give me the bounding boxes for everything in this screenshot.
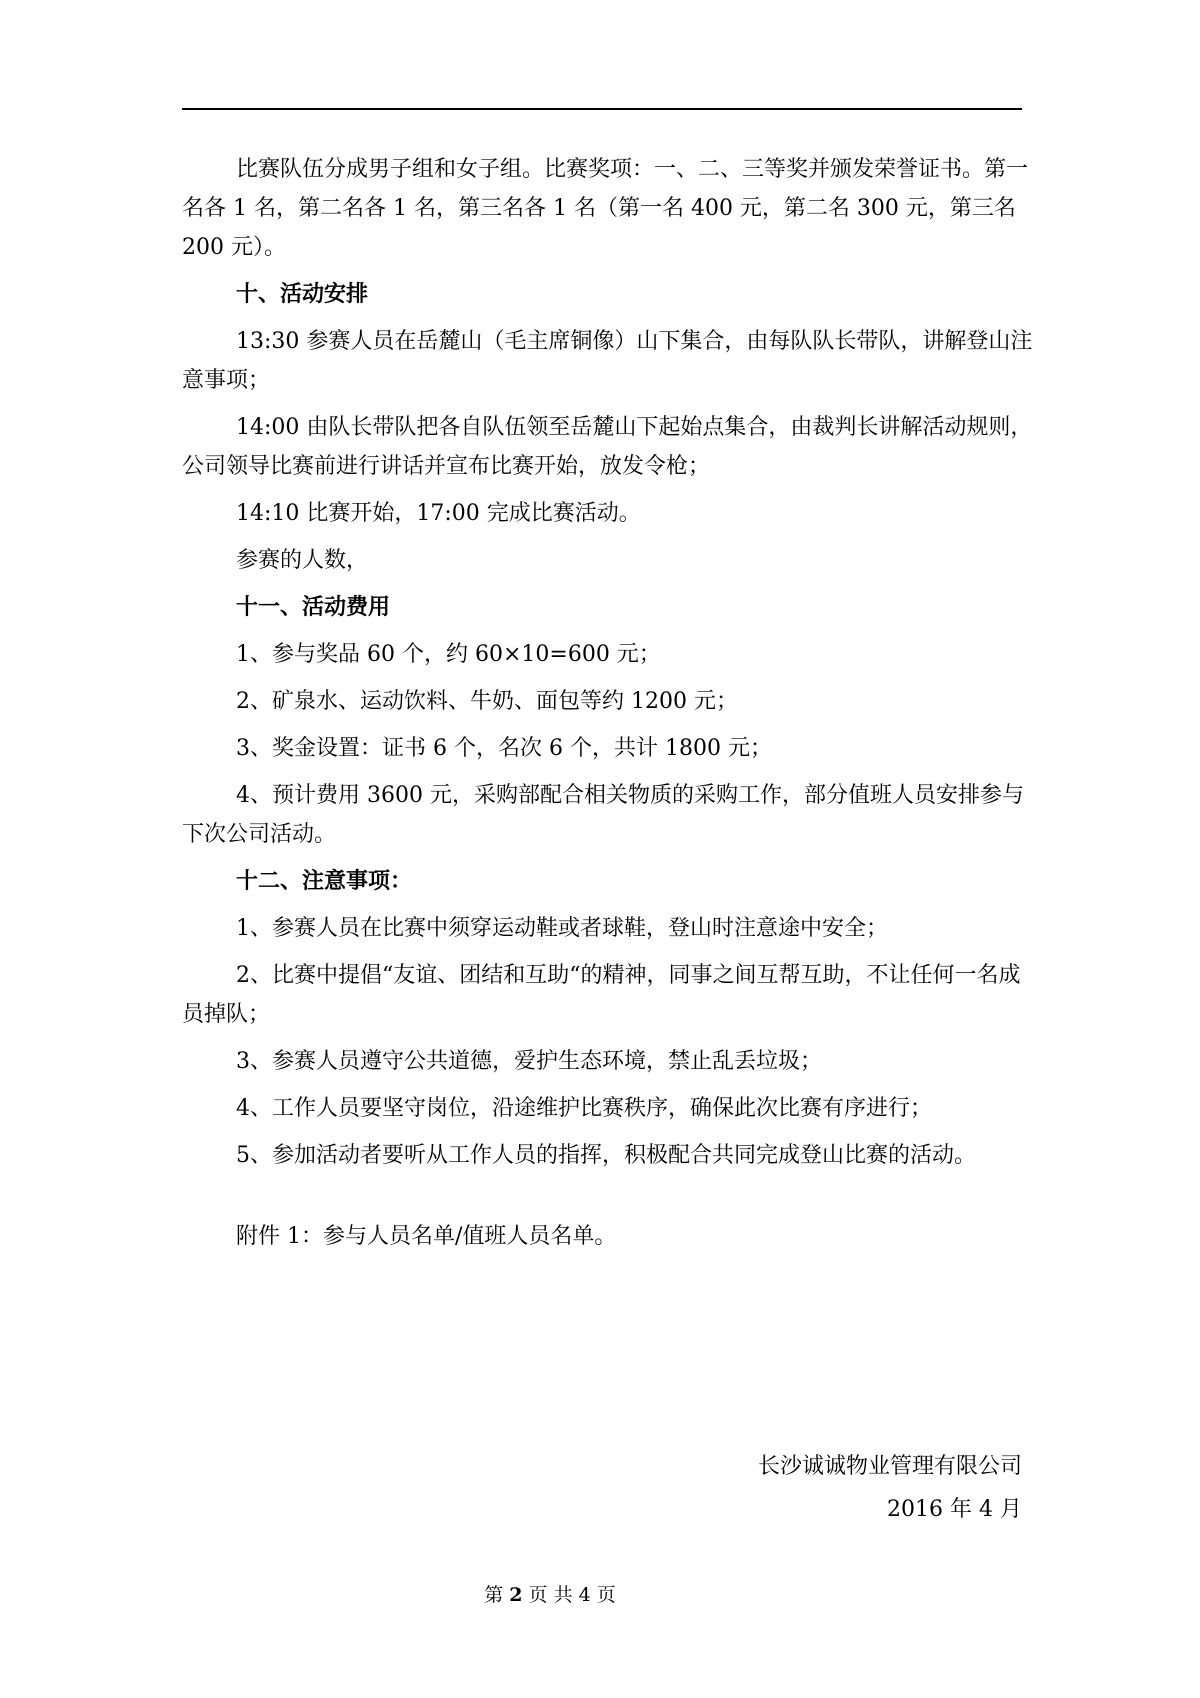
company-signature: 长沙诚诚物业管理有限公司 — [757, 1454, 1022, 1479]
cost-item: 3、奖金设置：证书 6 个，名次 6 个，共计 1800 元； — [236, 736, 772, 761]
page-footer — [0, 1580, 1100, 1607]
header-rule — [182, 108, 1022, 110]
footer-prefix: 第 — [484, 1584, 504, 1606]
footer-suffix: 页 — [596, 1584, 616, 1606]
notice-item: 5、参加活动者要听从工作人员的指挥，积极配合共同完成登山比赛的活动。 — [236, 1143, 976, 1168]
schedule-item: 13:30 参赛人员在岳麓山（毛主席铜像）山下集合，由每队队长带队，讲解登山注意事项； — [182, 329, 1033, 393]
current-page-number: 2 — [509, 1584, 523, 1606]
schedule-item: 14:00 由队长带队把各自队伍领至岳麓山下起始点集合，由裁判长讲解活动规则，公司领导比赛前进行讲话并宣布比赛开始，放发令枪； — [182, 415, 1033, 479]
cost-item: 1、参与奖品 60 个，约 60×10=600 元； — [236, 642, 661, 667]
cost-item: 2、矿泉水、运动饮料、牛奶、面包等约 1200 元； — [236, 689, 738, 714]
document-body — [182, 150, 1042, 1264]
notice-item: 1、参赛人员在比赛中须穿运动鞋或者球鞋，登山时注意途中安全； — [236, 916, 888, 941]
prize-paragraph: 比赛队伍分成男子组和女子组。比赛奖项：一、二、三等奖并颁发荣誉证书。第一名各 1 名，第二名各 1 名，第三名各 1 名（第一名 400 元，第二名 300 元，第三名 200 元）。 — [182, 157, 1029, 260]
section-12-title: 十二、注意事项： — [236, 868, 413, 894]
section-10-title: 十、活动安排 — [236, 281, 369, 307]
schedule-item: 参赛的人数， — [236, 548, 369, 573]
total-page-number: 4 — [578, 1584, 591, 1606]
schedule-item: 14:10 比赛开始，17:00 完成比赛活动。 — [236, 501, 641, 526]
footer-middle: 页 共 — [528, 1584, 573, 1606]
signature-date: 2016 年 4 月 — [887, 1497, 1022, 1522]
attachment-note: 附件 1：参与人员名单/值班人员名单。 — [236, 1224, 617, 1249]
notice-item: 4、工作人员要坚守岗位，沿途维护比赛秩序，确保此次比赛有序进行； — [236, 1096, 932, 1121]
cost-item: 4、预计费用 3600 元，采购部配合相关物质的采购工作，部分值班人员安排参与下次公司活动。 — [182, 783, 1024, 847]
section-11-title: 十一、活动费用 — [236, 594, 391, 620]
notice-item: 2、比赛中提倡“友谊、团结和互助“的精神，同事之间互帮互助，不让任何一名成员掉队； — [182, 963, 1021, 1027]
notice-item: 3、参赛人员遵守公共道德，爱护生态环境，禁止乱丢垃圾； — [236, 1049, 822, 1074]
